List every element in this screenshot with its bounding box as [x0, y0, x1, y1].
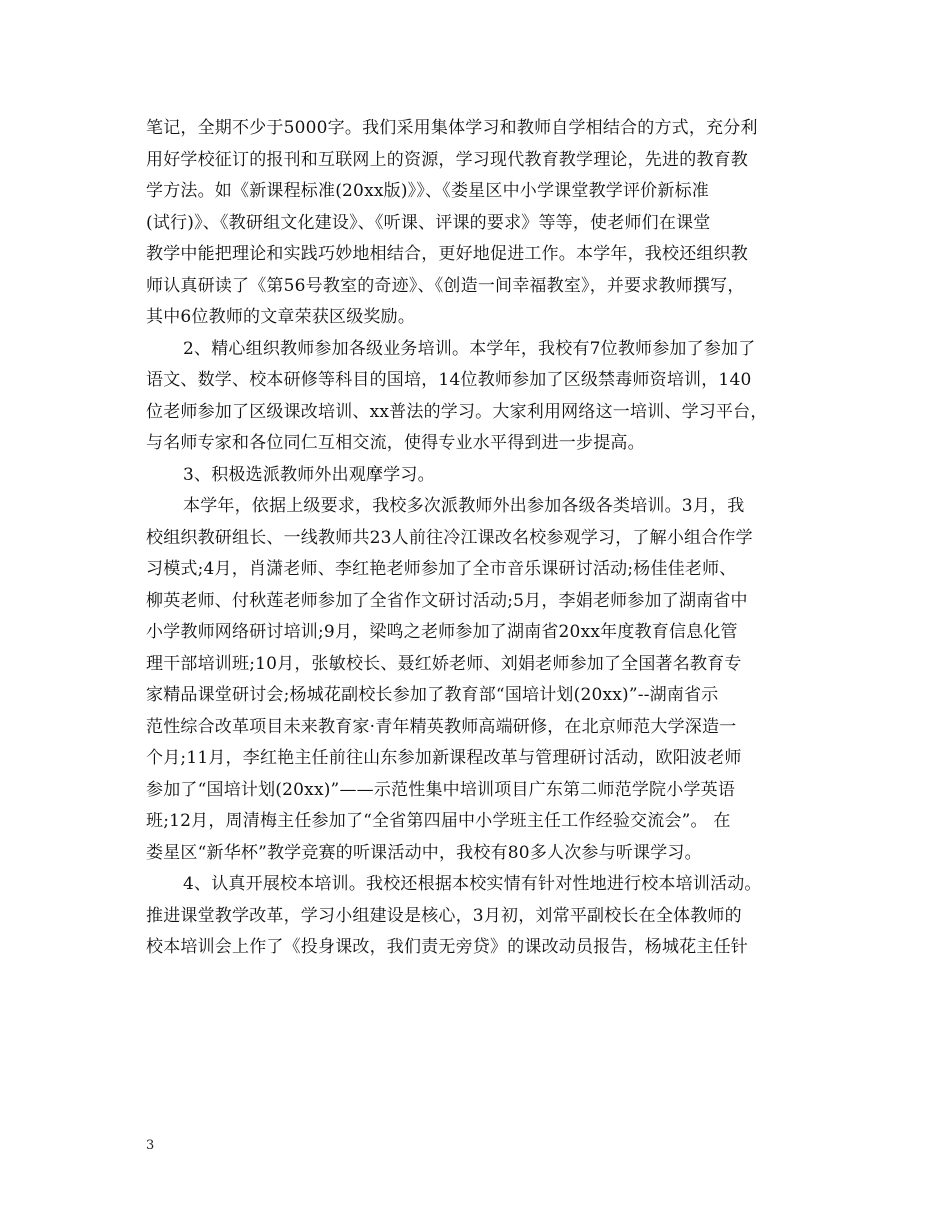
text-line-17: 小学教师网络研讨培训;9月，梁鸣之老师参加了湖南省20xx年度教育信息化管: [146, 622, 738, 642]
text-line-16: 柳英老师、付秋莲老师参加了全省作文研讨活动;5月，李娟老师参加了湖南省中: [146, 590, 748, 611]
paragraph-4-start: 4、认真开展校本培训。我校还根据本校实情有针对性地进行校本培训活动。: [183, 874, 762, 894]
text-line-1: 笔记，全期不少于5000字。我们采用集体学习和教师自学相结合的方式，充分利: [146, 118, 758, 138]
text-line-19: 家精品课堂研讨会;杨城花副校长参加了教育部“国培计划(20xx)”--湖南省示: [146, 685, 719, 705]
text-line-22: 参加了“国培计划(20xx)”——示范性集中培训项目广东第二师范学院小学英语: [146, 779, 736, 800]
text-line-11: 与名师专家和各位同仁互相交流，使得专业水平得到进一步提高。: [146, 433, 645, 453]
text-line-23: 班;12月，周清梅主任参加了“全省第四届中小学班主任工作经验交流会”。 在: [146, 811, 731, 831]
paragraph-3-start: 本学年，依据上级要求，我校多次派教师外出参加各级各类培训。3月，我: [183, 496, 745, 516]
text-line-6: 师认真研读了《第56号教室的奇迹》、《创造一间幸福教室》，并要求教师撰写，: [146, 275, 745, 296]
text-line-9: 语文、数学、校本研修等科目的国培，14位教师参加了区级禁毒师资培训，140: [146, 370, 752, 390]
text-line-10: 位老师参加了区级课改培训、xx普法的学习。大家利用网络这一培训、学习平台，: [146, 401, 768, 422]
text-line-7: 其中6位教师的文章荣获区级奖励。: [146, 307, 416, 327]
text-line-15: 习模式;4月，肖潇老师、李红艳老师参加了全市音乐课研讨活动;杨佳佳老师、: [146, 559, 737, 579]
text-line-4: (试行)》、《教研组文化建设》、《听课、评课的要求》等等，使老师们在课堂: [146, 212, 711, 233]
text-line-14: 校组织教研组长、一线教师共23人前往冷江课改名校参观学习，了解小组合作学: [146, 527, 753, 548]
text-line-24: 娄星区“新华杯”教学竞赛的听课活动中，我校有80多人次参与听课学习。: [146, 842, 702, 863]
body-text: [146, 113, 826, 964]
text-line-26: 推进课堂教学改革，学习小组建设是核心，3月初，刘常平副校长在全体教师的: [146, 905, 742, 926]
text-line-27: 校本培训会上作了《投身课改，我们责无旁贷》的课改动员报告，杨城花主任针: [146, 937, 748, 957]
text-line-3: 学方法。如《新课程标准(20xx版)》》、《娄星区中小学课堂教学评价新标准: [146, 181, 709, 201]
text-line-20: 范性综合改革项目未来教育家·青年精英教师高端研修，在北京师范大学深造一: [146, 716, 737, 737]
section-3-heading: 3、积极选派教师外出观摩学习。: [183, 464, 435, 485]
paragraph-2-start: 2、精心组织教师参加各级业务培训。本学年，我校有7位教师参加了参加了: [183, 338, 756, 359]
text-line-18: 理干部培训班;10月，张敏校长、聂红娇老师、刘娟老师参加了全国著名教育专: [146, 653, 742, 674]
page-number: 3: [146, 1138, 155, 1153]
text-line-2: 用好学校征订的报刊和互联网上的资源，学习现代教育教学理论，先进的教育教: [146, 149, 748, 170]
text-line-5: 教学中能把理论和实践巧妙地相结合，更好地促进工作。本学年，我校还组织教: [146, 244, 748, 264]
text-line-21: 个月;11月，李红艳主任前往山东参加新课程改革与管理研讨活动，欧阳波老师: [146, 748, 742, 768]
